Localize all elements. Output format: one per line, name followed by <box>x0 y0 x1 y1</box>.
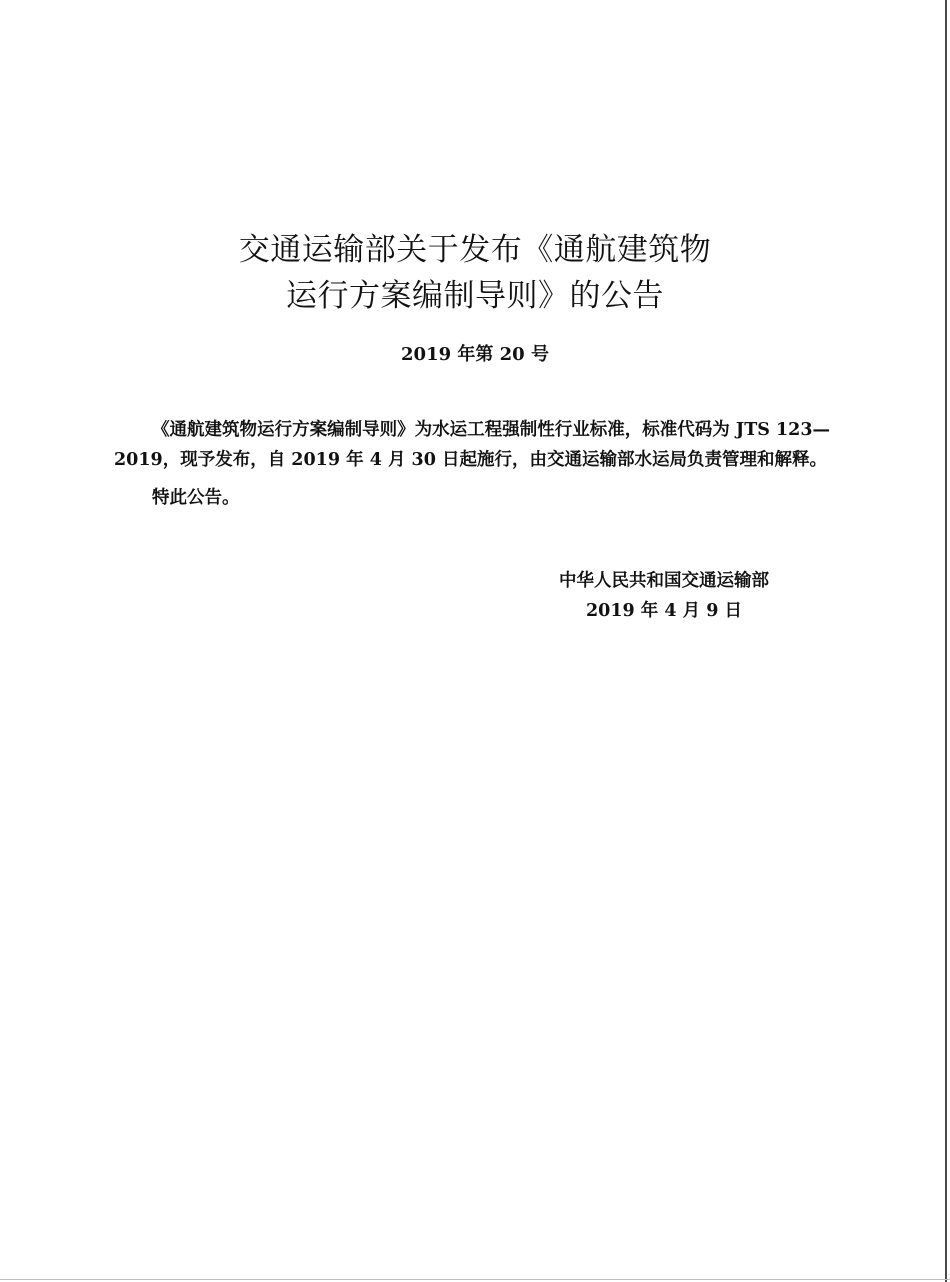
issue-date: 2019 年 4 月 9 日 <box>585 601 743 621</box>
page-edge-right <box>945 0 947 1282</box>
page-edge-bottom <box>0 1279 950 1280</box>
closing-line: 特此公告。 <box>152 488 240 508</box>
signature-block <box>551 566 777 626</box>
announcement-title-line-2: 运行方案编制导则》的公告 <box>286 278 664 314</box>
announcement-body: 《通航建筑物运行方案编制导则》为水运工程强制性行业标准，标准代码为 JTS 123—2019，现予发布，自 2019 年 4 月 30 日起施行，由交通运输部水运局负责管理和解释。 <box>114 419 830 470</box>
document-number: 2019 年第 20 号 <box>401 344 549 365</box>
issuer-name: 中华人民共和国交通运输部 <box>559 571 769 591</box>
announcement-title-line-1: 交通运输部关于发布《通航建筑物 <box>238 232 712 268</box>
